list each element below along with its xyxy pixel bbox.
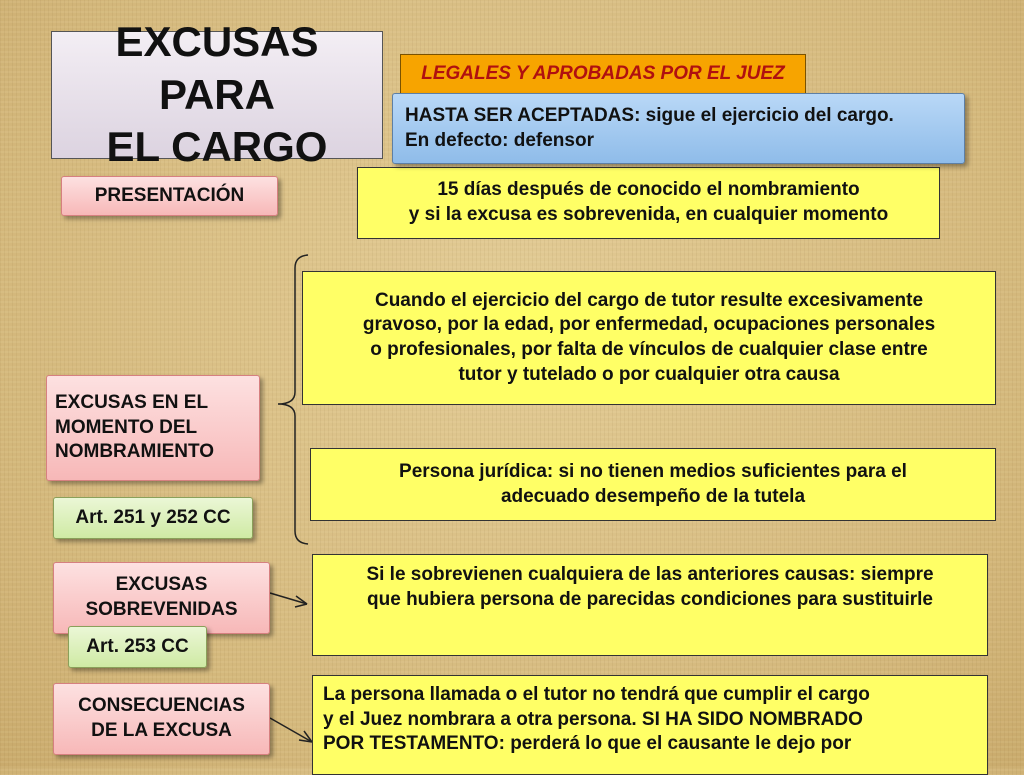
presentacion-label: PRESENTACIÓN: [61, 176, 278, 216]
excusas-sobrevenidas-label: EXCUSAS SOBREVENIDAS: [53, 562, 270, 634]
consecuencias-label: CONSECUENCIAS DE LA EXCUSA: [53, 683, 270, 755]
sobrevenidas-detail: Si le sobrevienen cualquiera de las anteriores causas: siempre que hubiera persona de parecidas condiciones para sustituirle: [312, 554, 988, 656]
excusas-nombramiento-label: EXCUSAS EN EL MOMENTO DEL NOMBRAMIENTO: [46, 375, 260, 481]
arrow-sobrevenidas: [270, 593, 307, 604]
cause-juridica-box: Persona jurídica: si no tienen medios suficientes para el adecuado desempeño de la tutela: [310, 448, 996, 521]
page-title: EXCUSAS PARA EL CARGO: [51, 31, 383, 159]
consecuencias-detail: La persona llamada o el tutor no tendrá que cumplir el cargo y el Juez nombrara a otra persona. SI HA SIDO NOMBRADO POR TESTAMENTO: perderá lo que el causante le dejo por: [312, 675, 988, 775]
arrow-consecuencias: [270, 718, 312, 742]
hasta-aceptadas-note: HASTA SER ACEPTADAS: sigue el ejercicio del cargo. En defecto: defensor: [392, 93, 965, 164]
article-253-badge: Art. 253 CC: [68, 626, 207, 668]
legales-label: LEGALES Y APROBADAS POR EL JUEZ: [400, 54, 806, 94]
presentacion-detail: 15 días después de conocido el nombramiento y si la excusa es sobrevenida, en cualquier momento: [357, 167, 940, 239]
article-251-252-badge: Art. 251 y 252 CC: [53, 497, 253, 539]
cause-tutor-box: Cuando el ejercicio del cargo de tutor resulte excesivamente gravoso, por la edad, por enfermedad, ocupaciones personales o profesionales, por falta de vínculos de cualquier clase entre tutor y tutelado o por cualquier otra causa: [302, 271, 996, 405]
